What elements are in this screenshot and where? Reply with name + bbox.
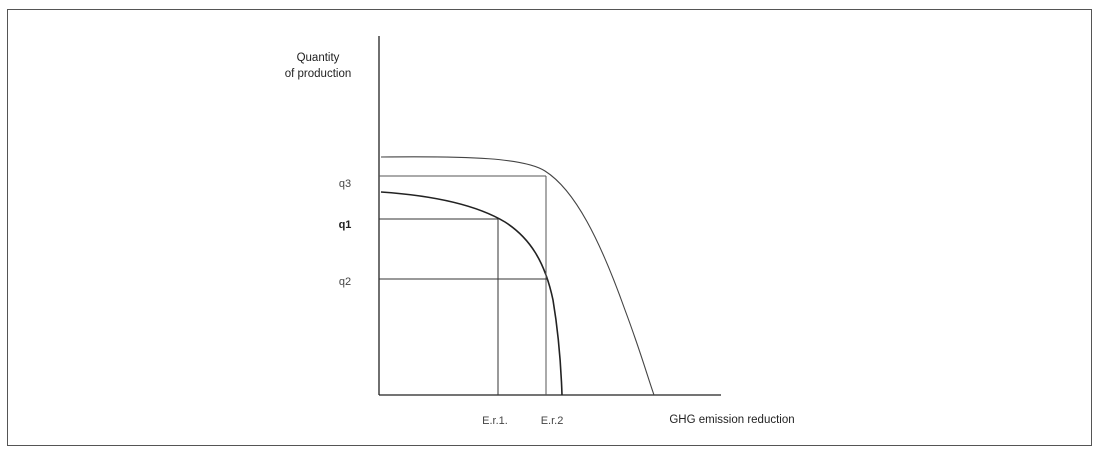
tick-label-q2: q2: [338, 276, 352, 288]
y-axis-label-line2: of production: [284, 68, 352, 80]
tick-label-q1: q1: [338, 219, 352, 231]
inner-frontier-curve: [381, 192, 562, 395]
tick-label-er2: E.r.2: [540, 415, 564, 427]
outer-frontier-curve: [381, 157, 654, 395]
y-axis-label-line1: Quantity: [296, 52, 340, 64]
x-axis-label: GHG emission reduction: [669, 414, 795, 426]
tick-label-er1: E.r.1.: [482, 415, 508, 427]
tick-label-q3: q3: [338, 178, 352, 190]
